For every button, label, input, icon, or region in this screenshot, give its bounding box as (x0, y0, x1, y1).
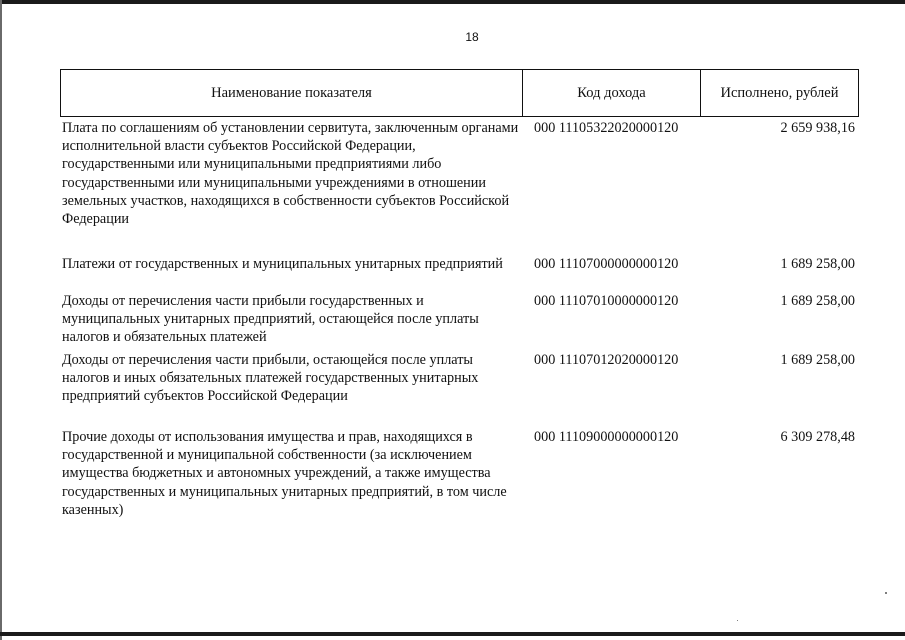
row-code: 000 11107012020000120 (534, 352, 679, 368)
scan-edge-left (0, 0, 2, 640)
header-name: Наименование показателя (211, 85, 372, 101)
row-name: Доходы от перечисления части прибыли, остающейся после уплаты налогов и иных обязательных платежей государственных унитарных предприятий субъектов Российской Федерации (62, 352, 479, 405)
scan-speck (885, 592, 887, 594)
row-code: 000 11105322020000120 (534, 120, 679, 136)
row-name: Плата по соглашениям об установлении сервитута, заключенным органами исполнительной власти субъектов Российской Федерации, государственными или муниципальными предприятиями либо государственными или муниципальными учреждениями в отношении земельных участков, находящихся в собственности субъектов Российской Федерации (62, 120, 519, 228)
row-amount: 2 659 938,16 (780, 120, 855, 136)
row-amount: 1 689 258,00 (780, 352, 855, 368)
table-header (60, 69, 859, 117)
row-amount: 1 689 258,00 (780, 256, 855, 272)
scan-edge-bottom (0, 632, 905, 636)
row-name: Платежи от государственных и муниципальных унитарных предприятий (62, 256, 503, 272)
row-code: 000 11109000000000120 (534, 429, 679, 445)
page-number: 18 (465, 30, 479, 44)
row-name: Доходы от перечисления части прибыли государственных и муниципальных унитарных предприятий, остающейся после уплаты налогов и обязательных платежей (62, 293, 479, 346)
scan-edge-top (0, 0, 905, 4)
header-code: Код дохода (577, 85, 646, 101)
row-amount: 1 689 258,00 (780, 293, 855, 309)
row-name: Прочие доходы от использования имущества и прав, находящихся в государственной и муниципальной собственности (за исключением имущества бюджетных и автономных учреждений, а также имущества государственных и муниципальных унитарных предприятий, в том числе казенных) (62, 429, 507, 518)
scan-speck (737, 620, 738, 621)
row-code: 000 11107010000000120 (534, 293, 679, 309)
header-amount: Исполнено, рублей (720, 85, 839, 101)
row-amount: 6 309 278,48 (780, 429, 855, 445)
row-code: 000 11107000000000120 (534, 256, 679, 272)
